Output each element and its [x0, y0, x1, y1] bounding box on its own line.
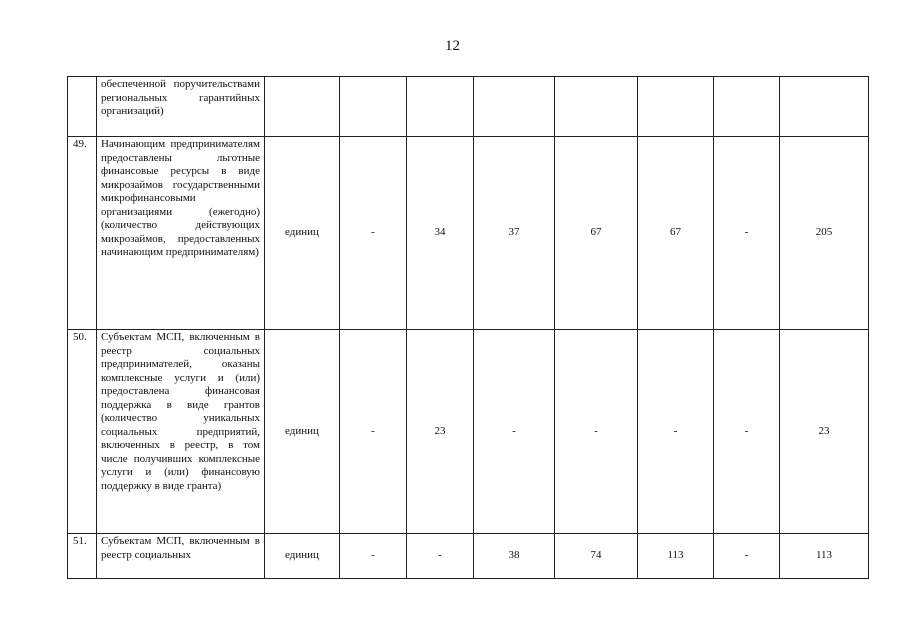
- value-cell: 67: [638, 137, 714, 330]
- value-cell: -: [340, 534, 407, 579]
- value-cell: -: [340, 137, 407, 330]
- value-cell: 23: [407, 330, 474, 534]
- value-cell: [714, 77, 780, 137]
- value-cell: -: [714, 534, 780, 579]
- table-row: [68, 330, 869, 534]
- total-cell: 205: [780, 137, 869, 330]
- value-cell: [340, 77, 407, 137]
- unit-cell: [265, 77, 340, 137]
- value-cell: -: [555, 330, 638, 534]
- total-cell: 23: [780, 330, 869, 534]
- row-number: 49.: [68, 137, 97, 330]
- table-row: [68, 534, 869, 579]
- row-number: 50.: [68, 330, 97, 534]
- value-cell: [638, 77, 714, 137]
- unit-cell: единиц: [265, 330, 340, 534]
- total-cell: 113: [780, 534, 869, 579]
- unit-cell: единиц: [265, 534, 340, 579]
- indicators-table: [67, 76, 869, 579]
- indicator-description: Субъектам МСП, включенным в реестр социальных предпринимателей, оказаны комплексные услуги и (или) предоставлена финансовая поддержка в виде грантов (количество уникальных социальных предприятий, включенных в реестр, в том числе получивших комплексные услуги и (или) финансовую поддержку в виде гранта): [97, 330, 265, 534]
- value-cell: 113: [638, 534, 714, 579]
- indicator-description: обеспеченной поручительствами региональных гарантийных организаций): [97, 77, 265, 137]
- value-cell: [555, 77, 638, 137]
- table-row: [68, 137, 869, 330]
- table-row: [68, 77, 869, 137]
- value-cell: 67: [555, 137, 638, 330]
- value-cell: -: [474, 330, 555, 534]
- row-number: [68, 77, 97, 137]
- page-number: 12: [445, 38, 460, 54]
- total-cell: [780, 77, 869, 137]
- unit-cell: единиц: [265, 137, 340, 330]
- value-cell: 37: [474, 137, 555, 330]
- row-number: 51.: [68, 534, 97, 579]
- value-cell: -: [638, 330, 714, 534]
- indicator-description: Начинающим предпринимателям предоставлены льготные финансовые ресурсы в виде микрозаймов государственными микрофинансовыми организациями (ежегодно) (количество действующих микрозаймов, предоставленных начинающим предпринимателям): [97, 137, 265, 330]
- value-cell: -: [340, 330, 407, 534]
- value-cell: [474, 77, 555, 137]
- value-cell: 74: [555, 534, 638, 579]
- value-cell: 38: [474, 534, 555, 579]
- value-cell: -: [714, 330, 780, 534]
- value-cell: -: [407, 534, 474, 579]
- value-cell: -: [714, 137, 780, 330]
- value-cell: 34: [407, 137, 474, 330]
- indicator-description: Субъектам МСП, включенным в реестр социальных: [97, 534, 265, 579]
- value-cell: [407, 77, 474, 137]
